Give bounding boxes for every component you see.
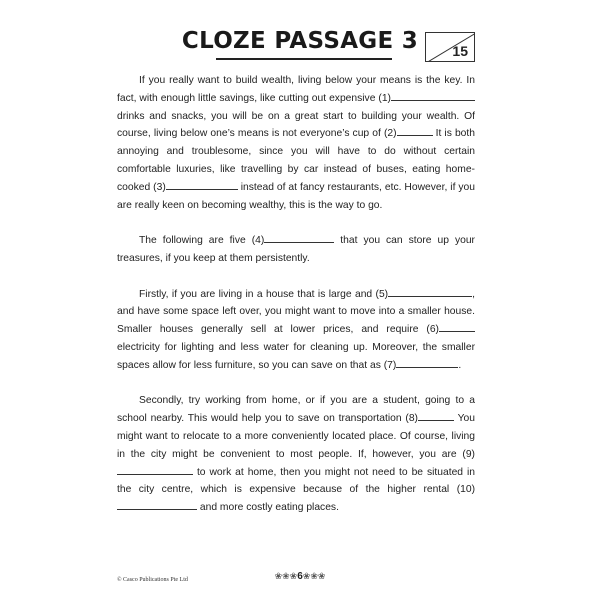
passage-text: to work at home, then you might not need to be situated in the city centre, which is expensive because of the higher rental [117, 466, 475, 496]
answer-blank[interactable] [117, 500, 197, 510]
answer-blank[interactable] [391, 91, 475, 101]
blank-number: (2) [383, 128, 397, 140]
answer-blank[interactable] [439, 322, 475, 332]
paragraph [117, 286, 475, 375]
score-box [425, 32, 475, 62]
blank-number: (1) [378, 92, 391, 104]
blank-number: (10) [456, 484, 475, 496]
passage-text: . [458, 359, 462, 371]
page-ornament-left: ❀❀❀ [274, 571, 298, 581]
answer-blank[interactable] [388, 287, 472, 297]
blank-number: (3) [153, 181, 166, 193]
passage-text: If you really want to build wealth, living below your means is the key. In fact, with enough little savings, like cutting out expensive [117, 75, 475, 104]
passage-text: electricity for lighting and less water for cleaning up. Moreover, the smaller spaces allow for less furniture, so you can save on that as [117, 341, 475, 371]
page-title: CLOZE PASSAGE 3 [181, 28, 419, 54]
blank-number: (9) [462, 448, 475, 460]
answer-blank[interactable] [117, 465, 193, 475]
paragraph [117, 232, 475, 268]
passage-text: It is both annoying and troublesome, since you will have to do without certain comfortable luxuries, like travelling by car instead of buses, eating home-cooked [117, 128, 476, 193]
passage-text: Firstly, if you are living in a house that is large and [139, 288, 376, 300]
title-underline [216, 58, 392, 60]
blank-number: (8) [405, 413, 418, 425]
blank-number: (7) [383, 359, 397, 371]
answer-blank[interactable] [418, 411, 454, 421]
cloze-passage [117, 72, 475, 517]
page-number: 6 [297, 571, 303, 582]
answer-blank[interactable] [396, 358, 458, 368]
page-ornament-right: ❀❀❀ [302, 571, 326, 581]
answer-blank[interactable] [264, 233, 334, 243]
passage-text: The following are five [139, 235, 252, 247]
blank-number: (4) [251, 235, 265, 247]
passage-text: You might want to relocate to a more conveniently located place. Of course, living in the city might be convenient to most people. If, however, you are [117, 413, 475, 460]
score-total: 15 [452, 43, 468, 59]
page-number-block [0, 571, 600, 582]
copyright-notice: © Casco Publications Pte Ltd [117, 577, 188, 583]
passage-text: drinks and snacks, you will be on a great start to building your wealth. Of course, living below one’s means is not everyone’s cup of [117, 110, 475, 140]
paragraph [117, 72, 475, 214]
passage-text: that you can store up your treasures, if you keep at them persistently. [117, 235, 475, 264]
passage-text: Secondly, try working from home, or if you are a student, going to a school nearby. This would help you to save on transportation [117, 395, 475, 425]
passage-text: and more costly eating places. [197, 502, 339, 514]
blank-number: (6) [426, 324, 439, 336]
blank-number: (5) [375, 288, 389, 300]
answer-blank[interactable] [397, 126, 433, 136]
answer-blank[interactable] [166, 180, 238, 190]
passage-text: instead of at fancy restaurants, etc. However, if you are really keen on becoming wealthy, this is the way to go. [117, 181, 475, 211]
paragraph [117, 392, 475, 517]
passage-text: , and have some space left over, you might want to move into a smaller house. Smaller houses generally sell at lower prices, and require [117, 288, 475, 336]
